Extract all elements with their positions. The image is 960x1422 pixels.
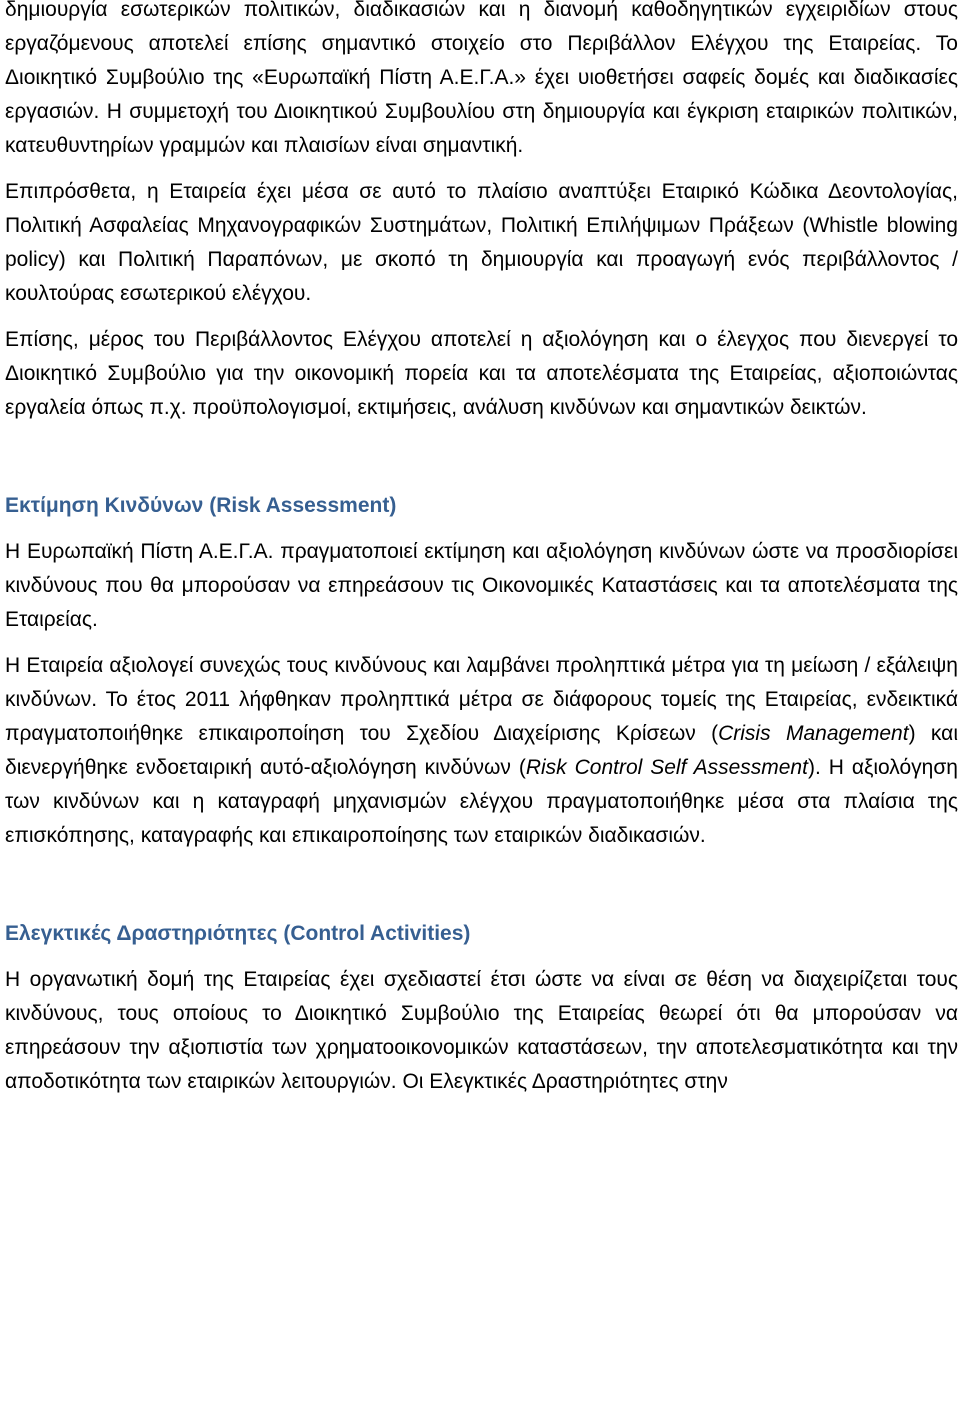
intro-paragraph-2: Επιπρόσθετα, η Εταιρεία έχει μέσα σε αυτό το πλαίσιο αναπτύξει Εταιρικό Κώδικα Δεοντολογίας, Πολιτική Ασφαλείας Μηχανογραφικών Συστημάτων, Πολιτική Επιλήψιμων Πράξεων (Whistle blowing policy) και Πολιτική Παραπόνων, με σκοπό τη δημιουργία και προαγωγή ενός περιβάλλοντος / κουλτούρας εσωτερικού ελέγχου. xyxy=(5,180,958,305)
spacer xyxy=(5,425,958,489)
intro-paragraph-1: δημιουργία εσωτερικών πολιτικών, διαδικασιών και η διανομή καθοδηγητικών εγχειριδίων στους εργαζόμενους αποτελεί επίσης σημαντικό στοιχείο στο Περιβάλλον Ελέγχου της Εταιρείας. Το Διοικητικό Συμβούλιο της «Ευρωπαϊκή Πίστη Α.Ε.Γ.Α.» έχει υιοθετήσει σαφείς δομές και διαδικασίες εργασιών. Η συμμετοχή του Διοικητικού Συμβουλίου στη δημιουργία και έγκριση εταιρικών πολιτικών, κατευθυντηρίων γραμμών και πλαισίων είναι σημαντική. xyxy=(5,0,958,157)
spacer xyxy=(5,311,958,323)
risk-assessment-heading: Εκτίμηση Κινδύνων (Risk Assessment) xyxy=(5,494,397,517)
spacer xyxy=(5,163,958,175)
risk-assessment-paragraph-1: Η Ευρωπαϊκή Πίστη Α.Ε.Γ.Α. πραγματοποιεί εκτίμηση και αξιολόγηση κινδύνων ώστε να προσδιορίσει κινδύνους που θα μπορούσαν να επηρεάσουν τις Οικονομικές Καταστάσεις και τα αποτελέσματα της Εταιρείας. xyxy=(5,540,958,631)
risk-text-part-a: Η Εταιρεία αξιολογεί συνεχώς τους κινδύνους και λαμβάνει προληπτικά μέτρα για τη μείωση / εξάλειψη κινδύνων. Το έτος 2011 λήφθηκαν προληπτικά μέτρα σε διάφορους τομείς της Εταιρείας, ενδεικτικά πραγματοποιήθηκε επικαιροποίηση του Σχεδίου Διαχείρισης Κρίσεων ( xyxy=(5,654,958,745)
control-activities-heading: Ελεγκτικές Δραστηριότητες (Control Activities) xyxy=(5,922,471,945)
intro-paragraph-3: Επίσης, μέρος του Περιβάλλοντος Ελέγχου αποτελεί η αξιολόγηση και ο έλεγχος που διενεργεί το Διοικητικό Συμβούλιο για την οικονομική πορεία και τα αποτελέσματα της Εταιρείας, αξιοποιώντας εργαλεία όπως π.χ. προϋπολογισμοί, εκτιμήσεις, ανάλυση κινδύνων και σημαντικών δεικτών. xyxy=(5,328,958,419)
spacer xyxy=(5,951,958,963)
risk-text-part-c: ). Η αξιολόγηση των κινδύνων και η καταγραφή μηχανισμών ελέγχου πραγματοποιήθηκε μέσα στα πλαίσια της επισκόπησης, καταγραφής και επικαιροποίησης των εταιρικών διαδικασιών. xyxy=(5,756,958,847)
document-page xyxy=(5,0,958,1099)
spacer xyxy=(5,853,958,917)
risk-assessment-paragraph-2 xyxy=(5,649,958,853)
risk-text-italic-rcsa: Risk Control Self Assessment xyxy=(525,756,808,779)
control-activities-paragraph-1: Η οργανωτική δομή της Εταιρείας έχει σχεδιαστεί έτσι ώστε να είναι σε θέση να διαχειρίζεται τους κινδύνους, τους οποίους το Διοικητικό Συμβούλιο της Εταιρείας θεωρεί ότι θα μπορούσαν να επηρεάσουν την αξιοπιστία των χρηματοοικονομικών καταστάσεων, την αποτελεσματικότητα και την αποδοτικότητα των εταιρικών λειτουργιών. Οι Ελεγκτικές Δραστηριότητες στην xyxy=(5,968,958,1093)
risk-text-italic-crisis: Crisis Management xyxy=(718,722,909,745)
spacer xyxy=(5,637,958,649)
spacer xyxy=(5,523,958,535)
risk-text-part-b: ) και διενεργήθηκε ενδοεταιρική αυτό-αξιολόγηση κινδύνων ( xyxy=(5,722,958,779)
